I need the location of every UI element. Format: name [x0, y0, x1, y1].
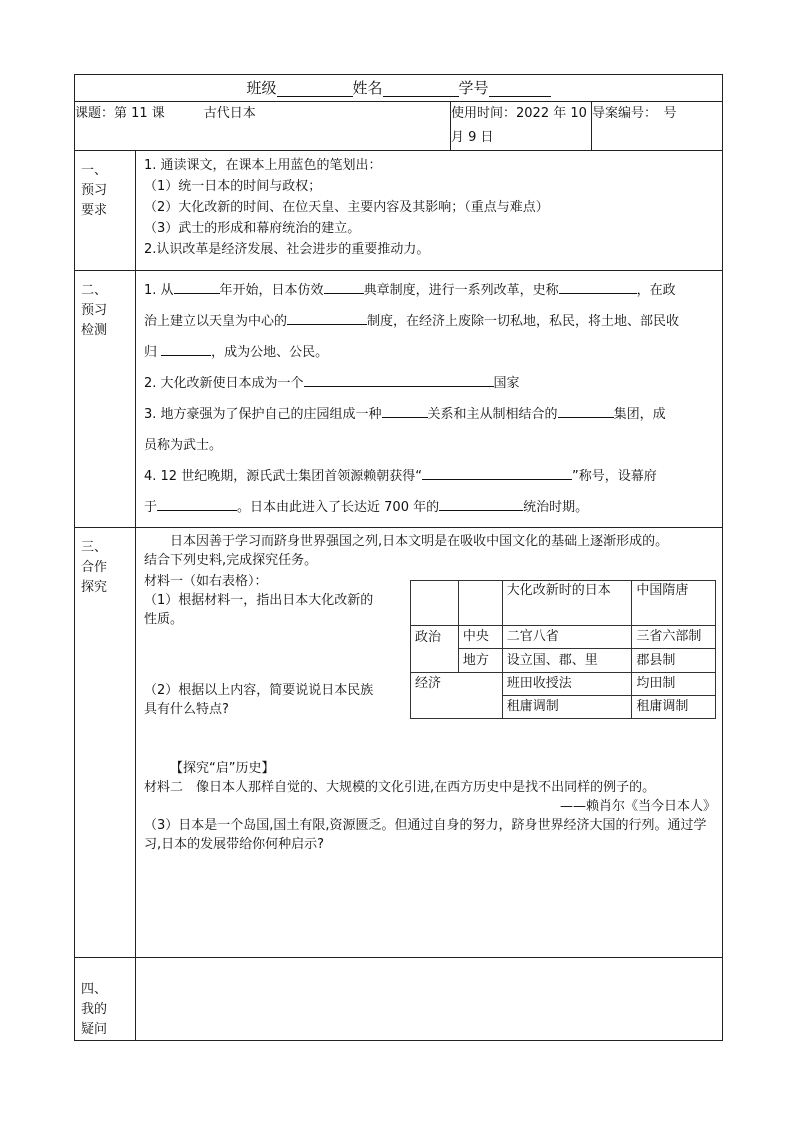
- requirement-item: 2.认识改革是经济发展、社会进步的重要推动力。: [144, 242, 430, 257]
- question-3-3: （3）日本是一个岛国,国土有限,资源匮乏。但通过自身的努力，跻身世界经济大国的行列。通过学习,日本的发展带给你何种启示?: [144, 818, 707, 852]
- inquiry-content: [136, 528, 723, 958]
- section-number: 二、: [81, 283, 108, 298]
- table-cell: [411, 649, 459, 672]
- text: ”称号，设幕府: [571, 469, 657, 484]
- question-3-end: 员称为武士。: [144, 438, 223, 453]
- section-number: 三、: [81, 540, 108, 555]
- question-3-2: （2）根据以上内容，简要说说日本民族具有什么特点?: [144, 683, 374, 717]
- text: 治上建立以天皇为中心的: [144, 314, 288, 329]
- question-1: [144, 275, 716, 306]
- material1-block: [144, 572, 716, 719]
- section-title-1: 合作: [81, 560, 108, 575]
- question-3: [144, 399, 716, 430]
- text: ，在政: [636, 283, 676, 298]
- text: 于: [144, 500, 158, 515]
- table-cell: [411, 695, 459, 718]
- blank-group[interactable]: [558, 403, 614, 418]
- id-field[interactable]: [489, 80, 551, 97]
- blank-reform-name[interactable]: [559, 279, 637, 294]
- question-2: [144, 368, 716, 399]
- section-title-1: 预习: [81, 303, 108, 318]
- blank-title[interactable]: [422, 465, 572, 480]
- table-row: [411, 626, 716, 649]
- section-title-1: 预习: [81, 183, 108, 198]
- table-cell: 二官八省: [502, 626, 632, 649]
- meta-row: [75, 102, 723, 151]
- text: 统治时期。: [523, 500, 589, 515]
- table-cell: 地方: [458, 649, 502, 672]
- table-cell: 班田收授法: [502, 672, 632, 695]
- table-cell: [458, 695, 502, 718]
- table-cell: 郡县制: [632, 649, 716, 672]
- section-number: 一、: [81, 163, 108, 178]
- requirement-item: 1. 通读课文，在课本上用蓝色的笔划出：: [144, 158, 382, 173]
- section-title-2: 疑问: [81, 1022, 108, 1037]
- blank-owner[interactable]: [161, 341, 211, 356]
- blank-state-type[interactable]: [304, 372, 494, 387]
- text: 归: [144, 345, 158, 360]
- section-label: [75, 958, 136, 1041]
- text: 3. 地方豪强为了保护自己的庄园组成一种: [144, 407, 382, 422]
- requirement-item: （2）大化改新的时间、在位天皇、主要内容及其影响；（重点与难点）: [144, 200, 549, 215]
- blank-relation[interactable]: [382, 403, 428, 418]
- section-label: [75, 528, 136, 958]
- student-info-header: [75, 75, 723, 102]
- text: ，成为公地、公民。: [211, 345, 329, 360]
- table-row: [411, 672, 716, 695]
- material2-source: ——赖肖尔《当今日本人》: [560, 799, 717, 814]
- explore-title: 【探究“启”历史】: [170, 761, 275, 776]
- question-3-1: （1）根据材料一，指出日本大化改新的性质。: [144, 593, 374, 627]
- check-content: [136, 271, 723, 528]
- name-field[interactable]: [383, 80, 459, 97]
- question-1-cont: [144, 306, 716, 337]
- requirement-item: （3）武士的形成和幕府统治的建立。: [144, 221, 361, 236]
- question-4-end: [144, 492, 716, 523]
- table-cell: 租庸调制: [502, 695, 632, 718]
- requirements-content: [136, 151, 723, 271]
- table-cell: [458, 672, 502, 695]
- section-label: [75, 271, 136, 528]
- material2: 材料二 像日本人那样自觉的、大规模的文化引进,在西方历史中是找不出同样的例子的。: [144, 780, 656, 795]
- id-label: 学号: [458, 79, 489, 97]
- table-cell: 租庸调制: [632, 695, 716, 718]
- table-row: [411, 581, 716, 626]
- blank-rule[interactable]: [439, 496, 523, 511]
- comparison-table: [410, 580, 716, 719]
- table-cell: [458, 581, 502, 626]
- section-title-2: 探究: [81, 580, 108, 595]
- blank-model[interactable]: [324, 279, 364, 294]
- table-cell: 大化改新时的日本: [502, 581, 632, 626]
- worksheet-table: [74, 74, 723, 1041]
- table-cell: 设立国、郡、里: [502, 649, 632, 672]
- section-title-1: 我的: [81, 1002, 108, 1017]
- lesson-topic: 课题：第 11 课 古代日本: [75, 102, 451, 151]
- question-4: [144, 461, 716, 492]
- table-row: [411, 649, 716, 672]
- guide-number: 导案编号： 号: [592, 102, 723, 151]
- text: 典章制度，进行一系列改革，史称: [363, 283, 559, 298]
- text: 4. 12 世纪晚期，源氏武士集团首领源赖朝获得“: [144, 469, 422, 484]
- table-cell: 中国隋唐: [632, 581, 716, 626]
- section-preview-check: [75, 271, 723, 528]
- text: 国家: [493, 376, 520, 391]
- question-1-end: [144, 337, 716, 368]
- worksheet: [74, 74, 722, 1041]
- class-label: 班级: [246, 79, 277, 97]
- text: 1. 从: [144, 283, 174, 298]
- table-cell: 均田制: [632, 672, 716, 695]
- blank-system[interactable]: [287, 310, 367, 325]
- intro-text: 结合下列史料,完成探究任务。: [144, 553, 318, 568]
- header-row: [75, 75, 723, 102]
- name-label: 姓名: [352, 79, 383, 97]
- blank-year[interactable]: [174, 279, 220, 294]
- table-cell: 三省六部制: [632, 626, 716, 649]
- material1-left: [144, 572, 384, 719]
- section-number: 四、: [81, 982, 108, 997]
- requirement-item: （1）统一日本的时间与政权；: [144, 179, 322, 194]
- table-cell: 中央: [458, 626, 502, 649]
- section-title-2: 检测: [81, 323, 108, 338]
- questions-answer-area[interactable]: [136, 958, 723, 1041]
- section-preview-requirements: [75, 151, 723, 271]
- material1-label: 材料一（如右表格）：: [144, 574, 268, 589]
- text: 制度，在经济上废除一切私地，私民，将土地、部民收: [367, 314, 680, 329]
- text: 。日本由此进入了长达近 700 年的: [237, 500, 440, 515]
- section-title-2: 要求: [81, 203, 108, 218]
- table-row: [411, 695, 716, 718]
- section-cooperative-inquiry: [75, 528, 723, 958]
- text: 年开始，日本仿效: [219, 283, 324, 298]
- text: 集团，成: [613, 407, 666, 422]
- usage-date: 使用时间：2022 年 10 月 9 日: [451, 102, 592, 151]
- table-cell: 政治: [411, 626, 459, 649]
- table-cell: [411, 581, 459, 626]
- blank-place[interactable]: [157, 496, 237, 511]
- table-cell: 经济: [411, 672, 459, 695]
- class-field[interactable]: [277, 80, 353, 97]
- intro-text: 日本因善于学习而跻身世界强国之列,日本文明是在吸收中国文化的基础上逐渐形成的。: [170, 534, 669, 549]
- section-my-questions: [75, 958, 723, 1041]
- text: 关系和主从制相结合的: [427, 407, 558, 422]
- text: 2. 大化改新使日本成为一个: [144, 376, 304, 391]
- section-label: [75, 151, 136, 271]
